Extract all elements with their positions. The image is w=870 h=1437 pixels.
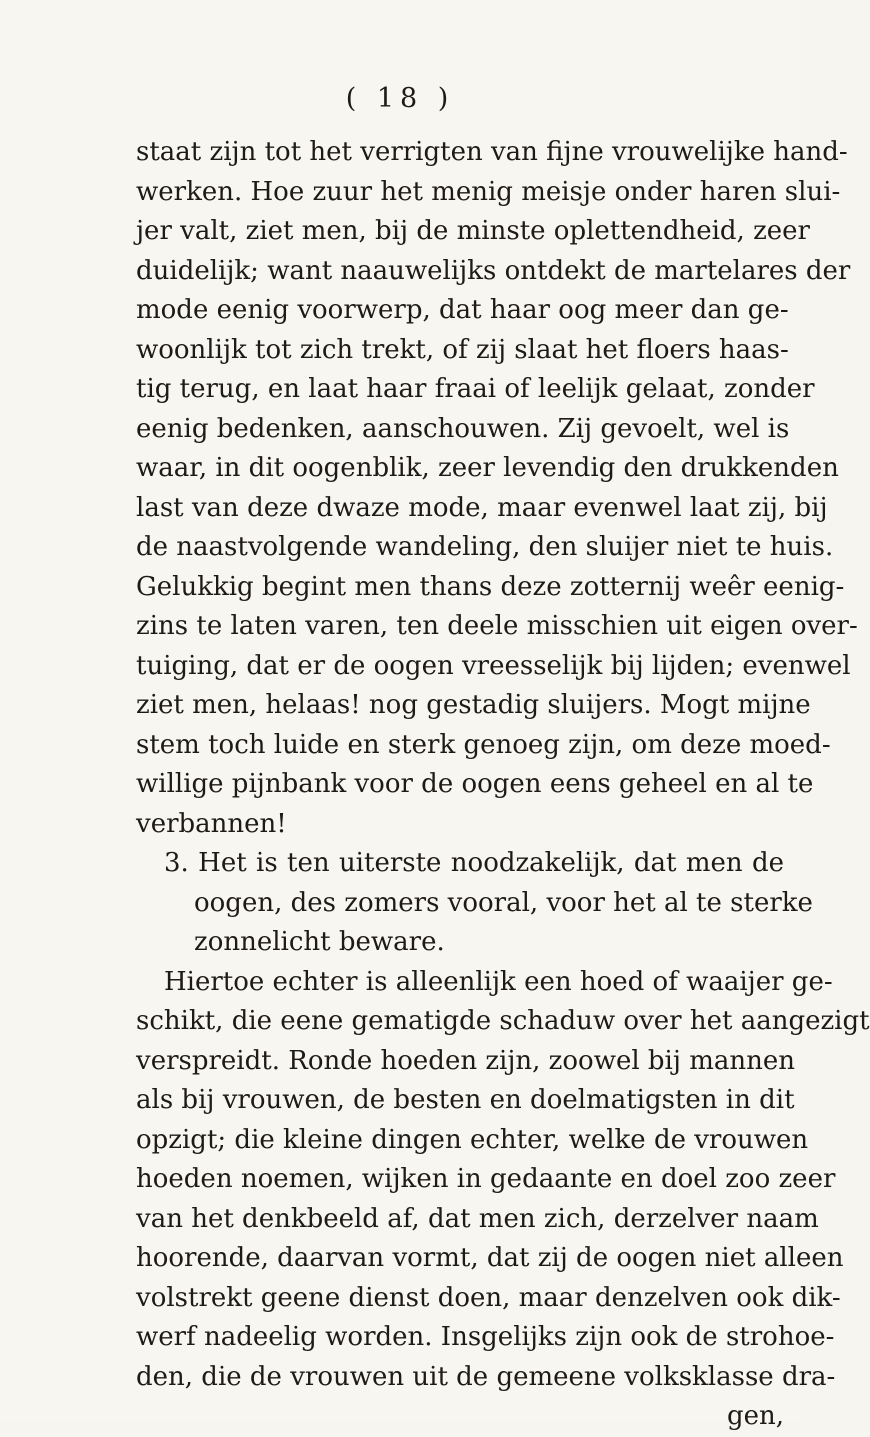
text-line: woonlijk tot zich trekt, of zij slaat het floers haas- [136,334,789,365]
text-line: als bij vrouwen, de besten en doelmatigsten in dit [136,1085,795,1115]
text-line: eenig bedenken, aanschouwen. Zij gevoelt, wel is [136,413,790,444]
text-line: van het denkbeeld af, dat men zich, derzelver naam [136,1203,819,1234]
text-line: de naastvolgende wandeling, den sluijer niet te huis. [136,532,834,562]
text-line: last van deze dwaze mode, maar evenwel laat zij, bij [136,492,828,523]
page-number-header: ( 18 ) [345,83,455,114]
text-line: willige pijnbank voor de oogen eens geheel en al te [136,769,814,799]
text-line: staat zijn tot het verrigten van fijne vrouwelijke hand- [136,137,848,167]
text-line: zins te laten varen, ten deele misschien uit eigen over- [136,611,858,641]
text-line: hoorende, daarvan vormt, dat zij de oogen niet alleen [136,1243,844,1273]
text-line: volstrekt geene dienst doen, maar denzelven ook dik- [136,1282,841,1313]
text-line: tig terug, en laat haar fraai of leelijk gelaat, zonder [136,374,815,404]
section-heading-line: oogen, des zomers vooral, voor het al te sterke [194,887,813,918]
section-heading-line: zonnelicht beware. [194,927,445,957]
text-line: stem toch luide en sterk genoeg zijn, om deze moed- [136,729,831,760]
text-line: Hiertoe echter is alleenlijk een hoed of waaijer ge- [164,966,833,997]
text-line: Gelukkig begint men thans deze zotternij weêr eenig- [136,571,845,602]
text-line: werf nadeelig worden. Insgelijks zijn ook de strohoe- [136,1322,835,1352]
catchword: gen, [726,1401,784,1431]
text-line: duidelijk; want naauwelijks ontdekt de martelares der [136,255,851,286]
text-line: schikt, die eene gematigde schaduw over het aangezigt [136,1006,870,1036]
text-line: den, die de vrouwen uit de gemeene volksklasse dra- [136,1361,836,1392]
text-line: waar, in dit oogenblik, zeer levendig den drukkenden [136,453,839,483]
body-text [136,133,870,1437]
section-heading-line: 3. Het is ten uiterste noodzakelijk, dat men de [164,848,784,878]
text-line: opzigt; die kleine dingen echter, welke de vrouwen [136,1124,809,1155]
text-line: tuiging, dat er de oogen vreesselijk bij lijden; evenwel [136,650,851,681]
text-line: ziet men, helaas! nog gestadig sluijers. Mogt mijne [136,690,811,720]
text-line: jer valt, ziet men, bij de minste oplettendheid, zeer [136,216,810,246]
text-line: hoeden noemen, wijken in gedaante en doel zoo zeer [136,1164,836,1194]
text-line: mode eenig voorwerp, dat haar oog meer dan ge- [136,295,789,325]
text-line: verspreidt. Ronde hoeden zijn, zoowel bij mannen [136,1045,795,1076]
text-line: werken. Hoe zuur het menig meisje onder haren slui- [136,176,841,207]
text-line: verbannen! [136,808,287,839]
